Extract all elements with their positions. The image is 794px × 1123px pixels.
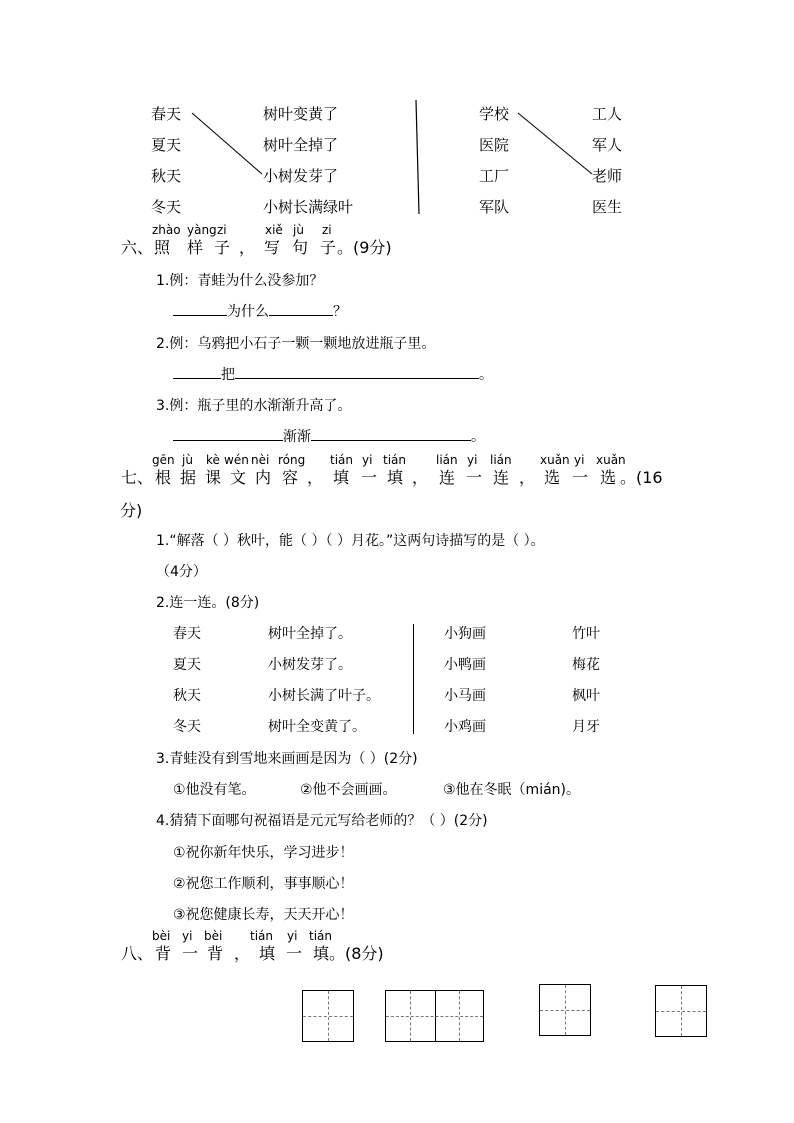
section-char: 填 — [387, 468, 404, 487]
match-item: 春天 — [151, 105, 182, 123]
question-example: 2.例：乌鸦把小石子一颗一颗地放进瓶子里。 — [156, 336, 436, 352]
match-item: 医院 — [479, 136, 510, 154]
pinyin: wén — [224, 453, 249, 467]
blank-field[interactable] — [311, 426, 471, 441]
pinyin: yi — [467, 453, 478, 467]
section-char: 填 — [333, 468, 350, 487]
match-item: 医生 — [592, 198, 623, 216]
section-char: 一 — [466, 468, 483, 487]
pinyin: bèi — [204, 929, 223, 943]
match-item: 树叶变黄了 — [263, 105, 339, 123]
pinyin: zhào — [152, 223, 181, 237]
section-char: 写 — [264, 238, 281, 257]
section-char: 内 — [255, 468, 272, 487]
match-item: 树叶全掉了 — [263, 136, 339, 154]
blank-field[interactable] — [269, 301, 333, 316]
pinyin: tián — [309, 929, 332, 943]
question-4: 4.猜猜下面哪句祝福语是元元写给老师的？（ ）(2分) — [156, 813, 488, 829]
pinyin: xuǎn — [596, 453, 626, 467]
match-item: 梅花 — [572, 657, 600, 673]
option: ①祝你新年快乐，学习进步！ — [173, 845, 354, 861]
section-char: 一 — [182, 944, 199, 963]
writing-grid[interactable] — [385, 990, 484, 1042]
section-char: 填 — [259, 944, 276, 963]
match-item: 小狗画 — [444, 626, 486, 642]
match-line — [192, 113, 262, 174]
option: ③他在冬眠（mián)。 — [443, 782, 580, 798]
question-3: 3.青蛙没有到雪地来画画是因为（ ）(2分) — [156, 751, 418, 767]
match-item: 枫叶 — [572, 688, 600, 704]
question-example: 1.例：青蛙为什么没参加？ — [156, 273, 324, 289]
question-1: 1.“解落（ ）秋叶，能（ ）（ ）月花。”这两句诗描写的是（ ）。 — [156, 533, 545, 549]
pinyin: yi — [287, 929, 298, 943]
pinyin: bèi — [152, 929, 171, 943]
match-item: 小树长满了叶子。 — [268, 688, 380, 704]
section-char: 容 — [282, 468, 299, 487]
section-char: 子 — [214, 238, 231, 257]
match-item: 学校 — [479, 105, 510, 123]
match-item: 工人 — [592, 105, 623, 123]
pinyin: nèi — [251, 453, 270, 467]
section-char: ， — [412, 468, 429, 487]
pinyin: xiě — [265, 223, 283, 237]
section-char: 照 — [154, 238, 171, 257]
section-score: 。(16 — [620, 468, 663, 487]
section-char: ， — [239, 238, 256, 257]
section-char: 一 — [286, 944, 303, 963]
pinyin: tián — [250, 929, 273, 943]
writing-grid[interactable] — [539, 984, 591, 1036]
section-char: 子 — [320, 238, 337, 257]
answer-line: 把 。 — [173, 364, 493, 384]
option: ②他不会画画。 — [300, 782, 397, 798]
pinyin: jù — [182, 453, 193, 467]
blank-field[interactable] — [173, 426, 283, 441]
match-item: 小鸭画 — [444, 657, 486, 673]
pinyin: gēn — [152, 453, 175, 467]
pinyin: zi — [322, 223, 332, 237]
section-char: ， — [307, 468, 324, 487]
option: ②祝您工作顺利，事事顺心！ — [173, 876, 354, 892]
pinyin: róng — [278, 453, 306, 467]
match-line — [518, 113, 592, 174]
match-item: 小树发芽了 — [263, 167, 339, 185]
section-char: 课 — [205, 468, 222, 487]
match-item: 夏天 — [151, 136, 182, 154]
pinyin: tián — [330, 453, 353, 467]
section-score: 。(9分) — [337, 238, 392, 257]
section-number: 七、 — [121, 468, 154, 487]
section-char: 选 — [544, 468, 561, 487]
pinyin: lián — [490, 453, 512, 467]
writing-grid[interactable] — [302, 990, 354, 1042]
section-char: ， — [519, 468, 536, 487]
match-item: 小树发芽了。 — [268, 657, 352, 673]
question-score: （4分） — [156, 564, 207, 580]
pinyin: yi — [182, 929, 193, 943]
match-item: 小树长满绿叶 — [263, 198, 354, 216]
pinyin: xuǎn — [540, 453, 570, 467]
pinyin: tián — [383, 453, 406, 467]
section-char: 样 — [187, 238, 204, 257]
pinyin: yàng — [187, 223, 217, 237]
match-item: 树叶全掉了。 — [268, 626, 352, 642]
writing-grid[interactable] — [655, 985, 707, 1037]
match-item: 春天 — [173, 626, 201, 642]
pinyin: lián — [436, 453, 458, 467]
pinyin: jù — [293, 223, 304, 237]
match-item: 夏天 — [173, 657, 201, 673]
section-score: 分) — [120, 501, 143, 520]
section-char: 一 — [572, 468, 589, 487]
section-char: 据 — [180, 468, 197, 487]
match-item: 老师 — [592, 167, 623, 185]
section-score: 。(8分) — [329, 944, 384, 963]
pinyin: kè — [206, 453, 220, 467]
section-char: 连 — [493, 468, 510, 487]
option: ③祝您健康长寿，天天开心！ — [173, 907, 354, 923]
match-item: 小鸡画 — [444, 719, 486, 735]
section-char: ， — [234, 944, 251, 963]
question-2: 2.连一连。(8分) — [156, 595, 260, 611]
section-char: 句 — [292, 238, 309, 257]
pinyin: zi — [217, 223, 227, 237]
section-char: 一 — [361, 468, 378, 487]
blank-field[interactable] — [173, 301, 227, 316]
match-item: 冬天 — [173, 719, 201, 735]
blank-field[interactable] — [173, 364, 221, 379]
match-item: 秋天 — [151, 167, 182, 185]
match-item: 秋天 — [173, 688, 201, 704]
matching-lines — [0, 0, 794, 260]
match-item: 竹叶 — [572, 626, 600, 642]
pinyin: yi — [574, 453, 585, 467]
match-item: 月牙 — [572, 719, 600, 735]
section-char: 背 — [207, 944, 224, 963]
question-example: 3.例：瓶子里的水渐渐升高了。 — [156, 398, 352, 414]
section-number: 六、 — [121, 238, 154, 257]
answer-line: 渐渐 。 — [173, 426, 485, 446]
blank-field[interactable] — [235, 364, 479, 379]
match-item: 工厂 — [479, 167, 510, 185]
section-char: 根 — [155, 468, 172, 487]
match-item: 冬天 — [151, 198, 182, 216]
match-item: 军队 — [479, 198, 510, 216]
section-number: 八、 — [121, 944, 154, 963]
divider — [416, 100, 419, 214]
match-item: 小马画 — [444, 688, 486, 704]
section-char: 选 — [600, 468, 617, 487]
divider — [413, 624, 414, 734]
match-item: 树叶全变黄了。 — [268, 719, 366, 735]
section-char: 连 — [439, 468, 456, 487]
section-char: 填 — [313, 944, 330, 963]
pinyin: yi — [362, 453, 373, 467]
match-item: 军人 — [592, 136, 623, 154]
option: ①他没有笔。 — [173, 782, 256, 798]
section-char: 文 — [230, 468, 247, 487]
answer-line: 为什么 ？ — [173, 301, 347, 321]
section-char: 背 — [155, 944, 172, 963]
